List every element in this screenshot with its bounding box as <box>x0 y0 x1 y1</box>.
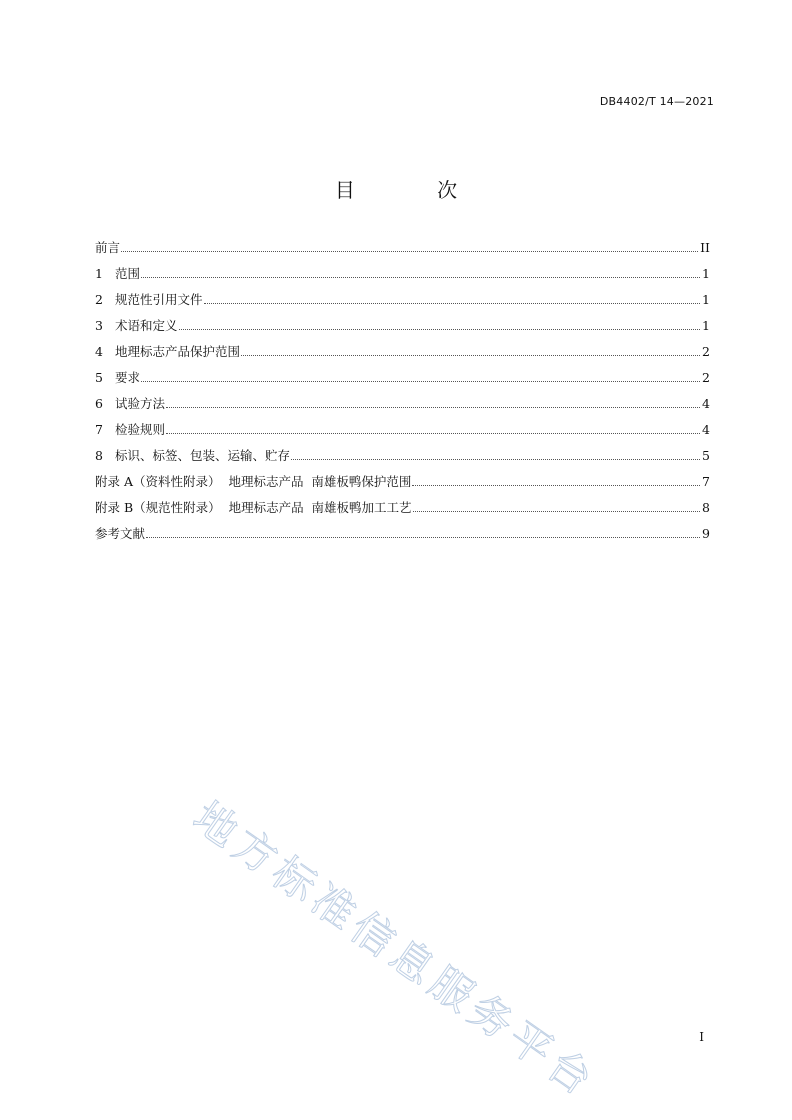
toc-page: 4 <box>702 422 710 437</box>
toc-number: 6 <box>95 396 103 411</box>
doc-code: DB4402/T 14—2021 <box>599 95 714 108</box>
dot-leader <box>166 406 700 408</box>
toc-page: 2 <box>702 370 710 385</box>
dot-leader <box>146 536 700 538</box>
toc-number: 7 <box>95 422 103 437</box>
toc-entry-4[interactable] <box>95 342 710 368</box>
toc-label: 附录 A（资料性附录） 地理标志产品 南雄板鸭保护范围 <box>95 474 412 489</box>
toc-page: II <box>700 240 710 255</box>
toc-number: 3 <box>95 318 103 333</box>
toc-entry-6[interactable] <box>95 394 710 420</box>
dot-leader <box>121 250 698 252</box>
toc-entry-8[interactable] <box>95 446 710 472</box>
toc-page: 4 <box>702 396 710 411</box>
toc-label: 标识、标签、包装、运输、贮存 <box>115 448 291 463</box>
toc-entry-7[interactable] <box>95 420 710 446</box>
toc-label: 术语和定义 <box>115 318 178 333</box>
toc-label: 参考文献 <box>95 526 146 541</box>
toc-label: 检验规则 <box>115 422 166 437</box>
toc-entry-1[interactable] <box>95 264 710 290</box>
dot-leader <box>141 380 700 382</box>
dot-leader <box>179 328 701 330</box>
toc-label: 试验方法 <box>115 396 166 411</box>
toc-page: 1 <box>702 318 710 333</box>
dot-leader <box>204 302 701 304</box>
toc-label: 范围 <box>115 266 141 281</box>
watermark: 地方标准信息服务平台 <box>184 791 606 1108</box>
toc-number: 5 <box>95 370 103 385</box>
toc-page: 7 <box>702 474 710 489</box>
toc-page: 2 <box>702 344 710 359</box>
dot-leader <box>291 458 700 460</box>
dot-leader <box>241 354 700 356</box>
toc-entry-references[interactable] <box>95 524 710 550</box>
toc-label: 附录 B（规范性附录） 地理标志产品 南雄板鸭加工工艺 <box>95 500 412 515</box>
dot-leader <box>412 484 700 486</box>
dot-leader <box>141 276 700 278</box>
toc-entry-appendix-b[interactable] <box>95 498 710 524</box>
toc-entry-2[interactable] <box>95 290 710 316</box>
toc-entry-appendix-a[interactable] <box>95 472 710 498</box>
page-title: 目 次 <box>334 178 496 202</box>
toc-page: 5 <box>702 448 710 463</box>
toc-page: 1 <box>702 266 710 281</box>
dot-leader <box>166 432 700 434</box>
toc-page: 9 <box>702 526 710 541</box>
page-number: I <box>699 1030 704 1044</box>
toc-page: 8 <box>702 500 710 515</box>
toc-label: 规范性引用文件 <box>115 292 203 307</box>
toc-number: 1 <box>95 266 103 281</box>
toc-label: 前言 <box>95 240 121 255</box>
dot-leader <box>413 510 700 512</box>
toc-label: 地理标志产品保护范围 <box>115 344 241 359</box>
toc-page: 1 <box>702 292 710 307</box>
toc-entry-foreword[interactable] <box>95 238 710 264</box>
toc-label: 要求 <box>115 370 141 385</box>
toc-number: 2 <box>95 292 103 307</box>
toc-number: 8 <box>95 448 103 463</box>
toc-entry-3[interactable] <box>95 316 710 342</box>
table-of-contents <box>95 238 710 550</box>
toc-number: 4 <box>95 344 103 359</box>
toc-entry-5[interactable] <box>95 368 710 394</box>
